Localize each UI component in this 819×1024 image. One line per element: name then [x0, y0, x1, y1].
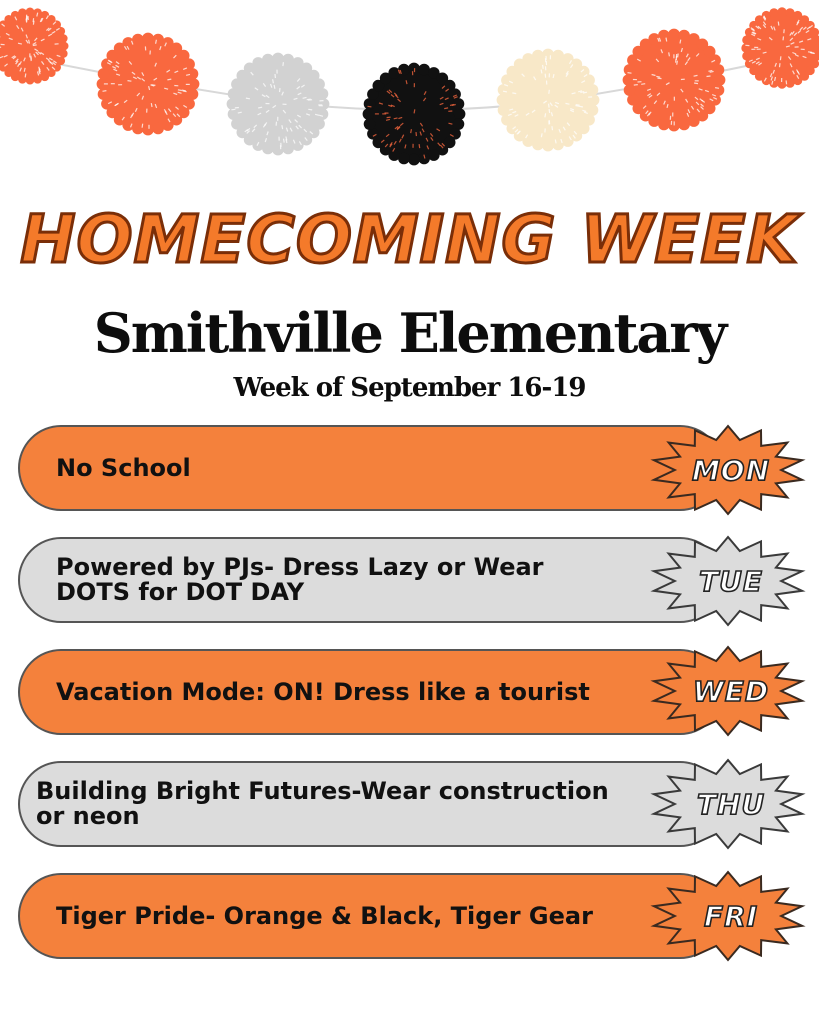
day-activity: Powered by PJs- Dress Lazy or Wear DOTS for DOT DAY — [56, 553, 544, 606]
day-label: WED — [692, 674, 770, 708]
day-badge-thu — [650, 758, 806, 850]
pompom-garland — [0, 0, 819, 190]
pompom — [97, 33, 200, 136]
day-label: TUE — [699, 564, 763, 598]
day-badge-fri — [650, 870, 806, 962]
day-row-wed — [18, 649, 723, 735]
school-name: Smithville Elementary — [93, 301, 726, 365]
day-row-thu — [18, 761, 723, 847]
day-badge-tue — [650, 535, 806, 627]
pompom — [0, 8, 69, 85]
day-label: MON — [691, 453, 771, 487]
day-row-fri — [18, 873, 723, 959]
day-activity: Vacation Mode: ON! Dress like a tourist — [56, 677, 590, 706]
day-badge-mon — [650, 424, 806, 516]
day-activity: No School — [56, 453, 191, 482]
pompom — [623, 29, 726, 132]
day-activity: Building Bright Futures-Wear construction or neon — [36, 777, 609, 830]
pompom — [363, 63, 466, 166]
day-label: FRI — [703, 899, 759, 933]
day-row-mon — [18, 425, 723, 511]
day-row-tue — [18, 537, 723, 623]
page-title: HOMECOMING WEEK — [20, 201, 799, 278]
pompom — [227, 53, 330, 156]
day-label: THU — [696, 787, 766, 821]
pompom — [741, 7, 819, 88]
day-activity: Tiger Pride- Orange & Black, Tiger Gear — [56, 901, 593, 930]
week-dates: Week of September 16-19 — [233, 373, 586, 403]
pompom — [497, 49, 600, 152]
day-badge-wed — [650, 645, 806, 737]
